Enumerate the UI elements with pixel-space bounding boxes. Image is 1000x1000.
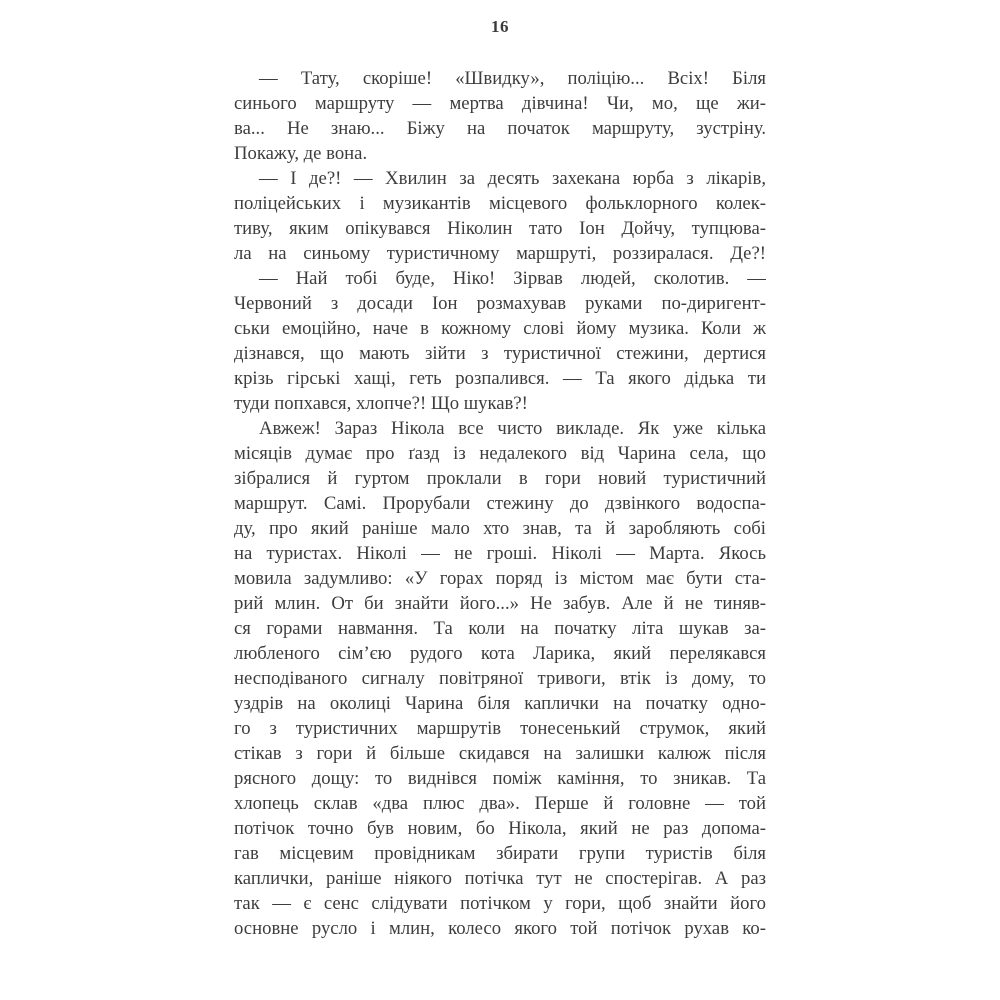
text-line: Червоний з досади Іон розмахував руками по-диригент- — [234, 293, 766, 314]
text-line: мовила задумливо: «У горах поряд із містом має бути ста- — [234, 568, 766, 589]
text-line: каплички, раніше ніякого потічка тут не спостерігав. А раз — [234, 868, 766, 889]
text-line: поліцейських і музикантів місцевого фольклорного колек- — [234, 193, 766, 214]
text-line: основне русло і млин, колесо якого той потічок рухав ко- — [234, 918, 766, 939]
text-line: любленого сім’єю рудого кота Ларика, який перелякався — [234, 643, 766, 664]
text-line: Авжеж! Зараз Нікола все чисто викладе. Як уже кілька — [259, 418, 766, 439]
text-line: потічок точно був новим, бо Нікола, який не раз допома- — [234, 818, 766, 839]
text-line: ду, про який раніше мало хто знав, та й заробляють собі — [234, 518, 766, 539]
text-line: Покажу, де вона. — [234, 143, 368, 164]
text-line: синього маршруту — мертва дівчина! Чи, мо, ще жи- — [234, 93, 766, 114]
text-line: ся горами навмання. Та коли на початку літа шукав за- — [234, 618, 766, 639]
text-line: несподіваного сигналу повітряної тривоги, втік із дому, то — [234, 668, 766, 689]
text-line: тиву, яким опікувався Ніколин тато Іон Дойчу, тупцюва- — [234, 218, 766, 239]
text-line: ла на синьому туристичному маршруті, роззиралася. Де?! — [234, 243, 766, 264]
text-line: стікав з гори й більше скидався на залишки калюж після — [234, 743, 766, 764]
text-line: ськи емоційно, наче в кожному слові йому музика. Коли ж — [234, 318, 766, 339]
text-line: рий млин. От би знайти його...» Не забув. Але й не тиняв- — [234, 593, 766, 614]
text-line: — І де?! — Хвилин за десять захекана юрба з лікарів, — [259, 168, 766, 189]
text-line: на туристах. Ніколі — не гроші. Ніколі — Марта. Якось — [234, 543, 766, 564]
text-line: зібралися й гуртом проклали в гори новий туристичний — [234, 468, 766, 489]
paragraph — [234, 416, 766, 941]
text-line: уздрів на околиці Чарина біля каплички на початку одно- — [234, 693, 766, 714]
paragraph — [234, 266, 766, 416]
text-line: місяців думає про ґазд із недалекого від Чарина села, що — [234, 443, 766, 464]
text-line: — Тату, скоріше! «Швидку», поліцію... Всіх! Біля — [259, 68, 766, 89]
text-line: хлопець склав «два плюс два». Перше й головне — той — [234, 793, 766, 814]
paragraph — [234, 66, 766, 166]
text-line: — Най тобі буде, Ніко! Зірвав людей, сколотив. — — [259, 268, 766, 289]
page-number: 16 — [491, 17, 509, 36]
text-line: гав місцевим провідникам збирати групи туристів біля — [234, 843, 766, 864]
text-line: туди попхався, хлопче?! Що шукав?! — [234, 393, 528, 414]
text-line: ва... Не знаю... Біжу на початок маршруту, зустріну. — [234, 118, 766, 139]
text-line: рясного дощу: то виднівся поміж каміння, то зникав. Та — [234, 768, 766, 789]
text-line: го з туристичних маршрутів тонесенький струмок, який — [234, 718, 766, 739]
page-text — [234, 66, 766, 941]
text-line: крізь гірські хащі, геть розпалився. — Та якого дідька ти — [234, 368, 766, 389]
text-line: дізнався, що мають зійти з туристичної стежини, дертися — [234, 343, 766, 364]
paragraph — [234, 166, 766, 266]
text-line: маршрут. Самі. Прорубали стежину до дзвінкого водоспа- — [234, 493, 766, 514]
text-line: так — є сенс слідувати потічком у гори, щоб знайти його — [234, 893, 766, 914]
